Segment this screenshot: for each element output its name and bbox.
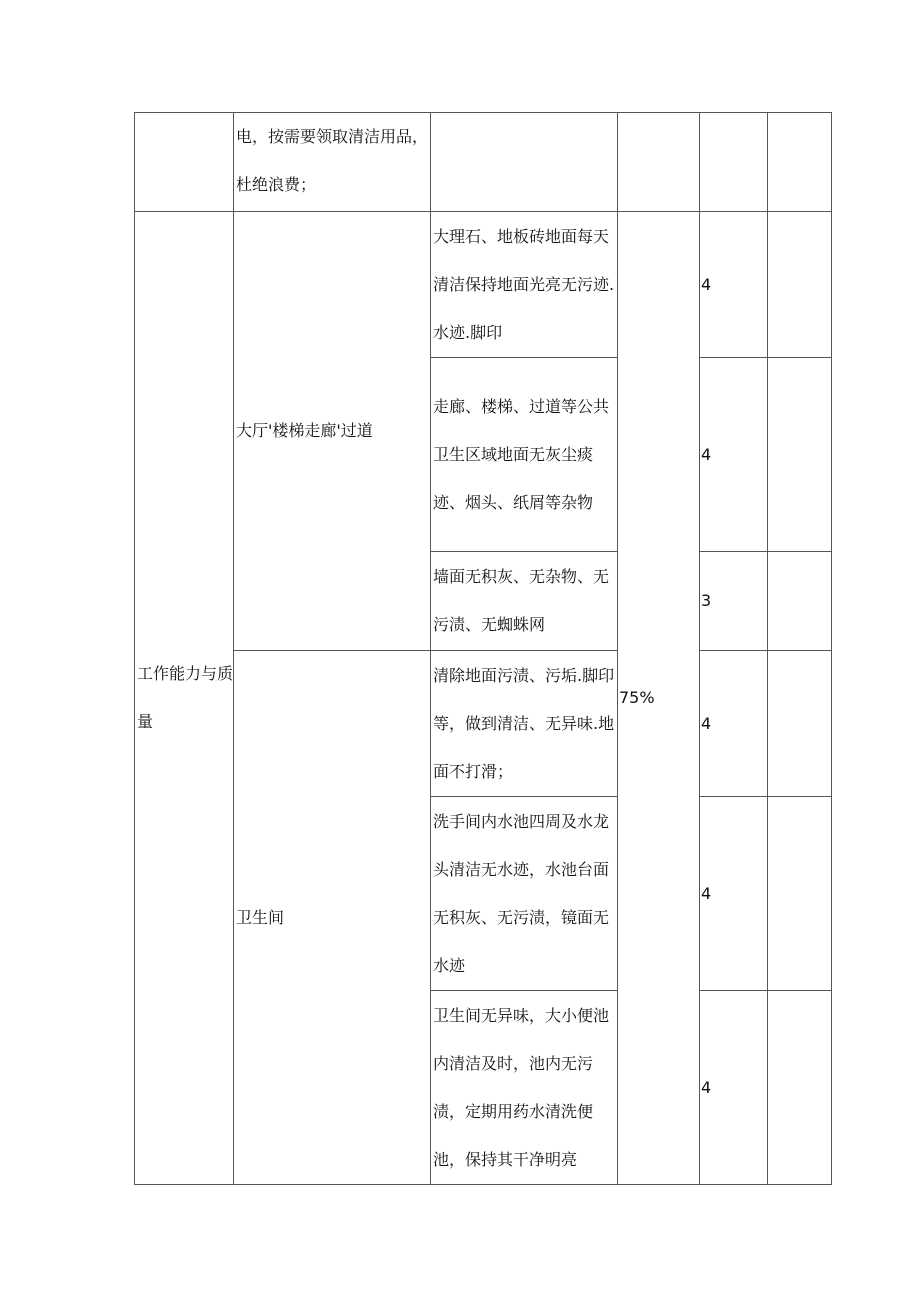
score-cell bbox=[700, 991, 768, 1185]
standard-text: 墙面无积灰、无杂物、无污渍、无蜘蛛网 bbox=[433, 567, 610, 634]
category-text: 工作能力与质量 bbox=[137, 664, 234, 731]
area-text: 大厅'楼梯走廊'过道 bbox=[236, 421, 373, 440]
empty-cell bbox=[768, 212, 832, 358]
area-cell-hall bbox=[234, 212, 431, 651]
standard-text: 清除地面污渍、污垢.脚印等，做到清洁、无异味.地面不打滑； bbox=[433, 665, 615, 781]
empty-cell bbox=[768, 991, 832, 1185]
score-cell bbox=[700, 212, 768, 358]
empty-cell bbox=[768, 797, 832, 991]
table-row bbox=[135, 113, 832, 212]
score-cell bbox=[700, 358, 768, 552]
category-cell bbox=[135, 212, 234, 1185]
score-cell bbox=[700, 552, 768, 651]
standard-cell bbox=[431, 552, 618, 651]
standard-cell bbox=[431, 651, 618, 797]
score-text: 3 bbox=[701, 591, 712, 610]
area-cell-restroom bbox=[234, 651, 431, 1185]
score-text: 4 bbox=[701, 1077, 712, 1097]
empty-cell bbox=[431, 113, 618, 212]
standard-text: 走廊、楼梯、过道等公共卫生区域地面无灰尘痰迹、烟头、纸屑等杂物 bbox=[433, 396, 610, 512]
weight-text: 75% bbox=[619, 688, 655, 707]
empty-cell bbox=[700, 113, 768, 212]
score-cell bbox=[700, 651, 768, 797]
empty-cell bbox=[768, 651, 832, 797]
standard-cell bbox=[431, 797, 618, 991]
empty-cell bbox=[768, 113, 832, 212]
standard-cell bbox=[234, 113, 431, 212]
standard-cell bbox=[431, 212, 618, 358]
table-row bbox=[135, 212, 832, 358]
empty-cell bbox=[618, 113, 700, 212]
table-row bbox=[135, 651, 832, 797]
area-text: 卫生间 bbox=[236, 907, 285, 927]
weight-cell bbox=[618, 212, 700, 1185]
category-cell-empty bbox=[135, 113, 234, 212]
assessment-table bbox=[134, 112, 832, 1185]
score-text: 4 bbox=[701, 274, 712, 294]
score-text: 4 bbox=[701, 883, 712, 903]
standard-cell bbox=[431, 991, 618, 1185]
standard-text: 卫生间无异味，大小便池内清洁及时，池内无污渍，定期用药水清洗便池，保持其干净明亮 bbox=[433, 1005, 610, 1169]
score-text: 4 bbox=[701, 713, 712, 733]
empty-cell bbox=[768, 358, 832, 552]
score-text: 4 bbox=[701, 444, 712, 464]
standard-cell bbox=[431, 358, 618, 552]
standard-text: 洗手间内水池四周及水龙头清洁无水迹，水池台面无积灰、无污渍，镜面无水迹 bbox=[433, 811, 610, 975]
empty-cell bbox=[768, 552, 832, 651]
standard-text: 大理石、地板砖地面每天清洁保持地面光亮无污迹.水迹.脚印 bbox=[433, 226, 615, 342]
score-cell bbox=[700, 797, 768, 991]
standard-text: 电，按需要领取清洁用品，杜绝浪费； bbox=[236, 127, 429, 194]
